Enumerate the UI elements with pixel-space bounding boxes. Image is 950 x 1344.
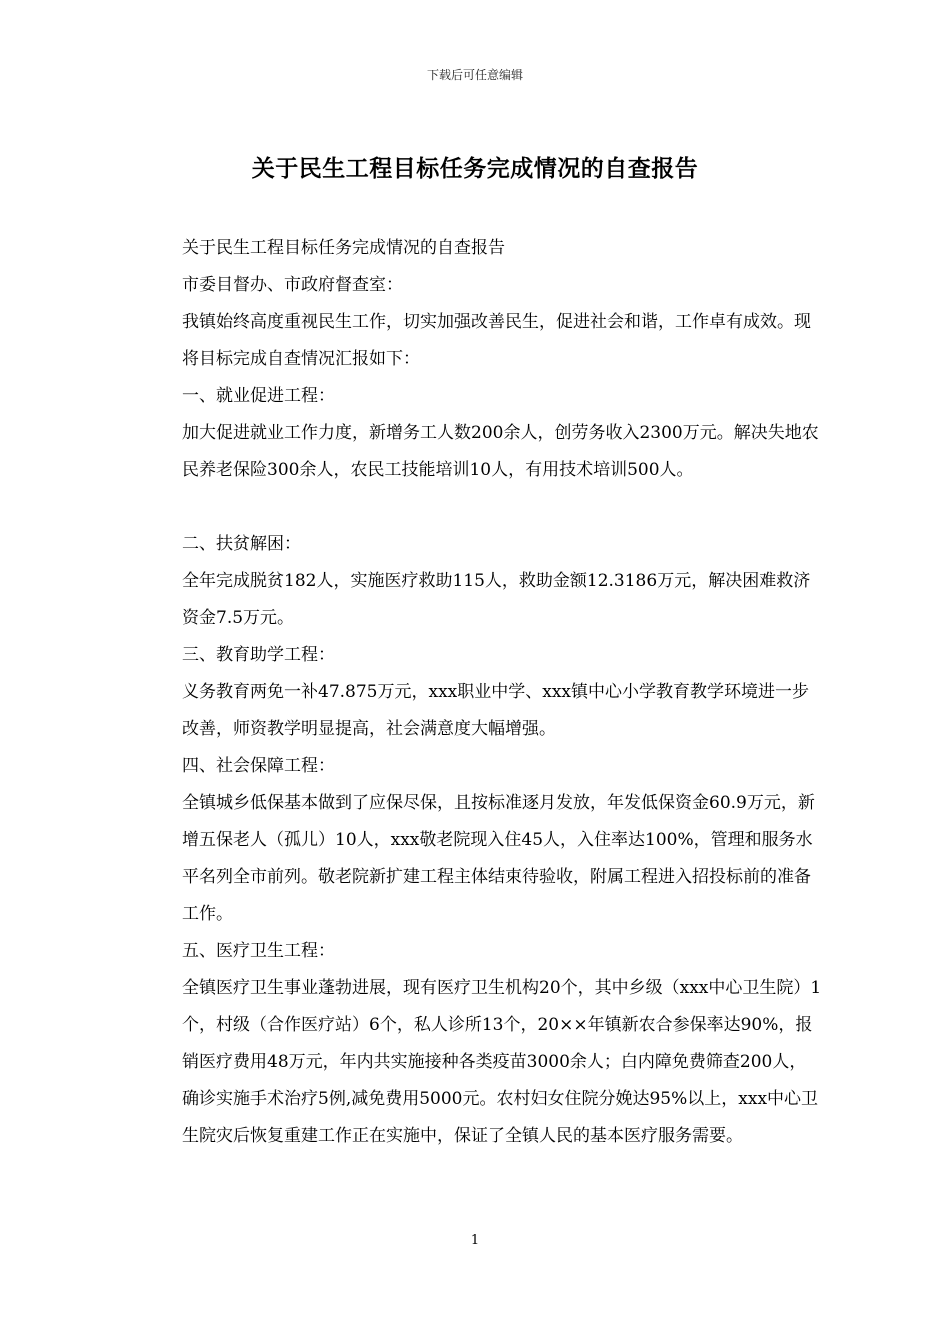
section-heading-education: 三、教育助学工程： (182, 645, 335, 665)
section-heading-healthcare: 五、医疗卫生工程： (182, 941, 335, 961)
page-number: 1 (470, 1233, 480, 1248)
section-heading-poverty: 二、扶贫解困： (182, 534, 301, 554)
paragraph-poverty: 全年完成脱贫182人，实施医疗救助115人，救助金额12.3186万元，解决困难救济资金7.5万元。 (182, 571, 811, 628)
paragraph-education: 义务教育两免一补47.875万元，xxx职业中学、xxx镇中心小学教育教学环境进一步改善，师资教学明显提高，社会满意度大幅增强。 (182, 682, 810, 739)
blank-line (143, 489, 823, 526)
header-note: 下载后可任意编辑 (426, 68, 523, 82)
paragraph-subtitle: 关于民生工程目标任务完成情况的自查报告 (182, 238, 505, 258)
paragraph-social-security: 全镇城乡低保基本做到了应保尽保，且按标准逐月发放，年发低保资金60.9万元，新增五保老人（孤儿）10人，xxx敬老院现入住45人，入住率达100%，管理和服务水平名列全市前列。敬老院新扩建工程主体结束待验收，附属工程进入招投标前的准备工作。 (182, 793, 815, 924)
section-heading-social-security: 四、社会保障工程： (182, 756, 335, 776)
document-title: 关于民生工程目标任务完成情况的自查报告 (251, 155, 699, 182)
paragraph-healthcare: 全镇医疗卫生事业蓬勃进展，现有医疗卫生机构20个，其中乡级（xxx中心卫生院）1个，村级（合作医疗站）6个，私人诊所13个，20××年镇新农合参保率达90%，报销医疗费用48万元，年内共实施接种各类疫苗3000余人；白内障免费筛查200人，确诊实施手术治疗5例,减免费用5000元。农村妇女住院分娩达95%以上，xxx中心卫生院灾后恢复重建工作正在实施中，保证了全镇人民的基本医疗服务需要。 (182, 978, 822, 1146)
paragraph-intro: 我镇始终高度重视民生工作，切实加强改善民生，促进社会和谐，工作卓有成效。现将目标完成自查情况汇报如下： (182, 312, 811, 369)
paragraph-employment: 加大促进就业工作力度，新增务工人数200余人，创劳务收入2300万元。解决失地农民养老保险300余人，农民工技能培训10人，有用技术培训500人。 (182, 423, 819, 480)
paragraph-addressee: 市委目督办、市政府督查室： (182, 275, 403, 295)
document-body (143, 230, 823, 1155)
section-heading-employment: 一、就业促进工程： (182, 386, 335, 406)
